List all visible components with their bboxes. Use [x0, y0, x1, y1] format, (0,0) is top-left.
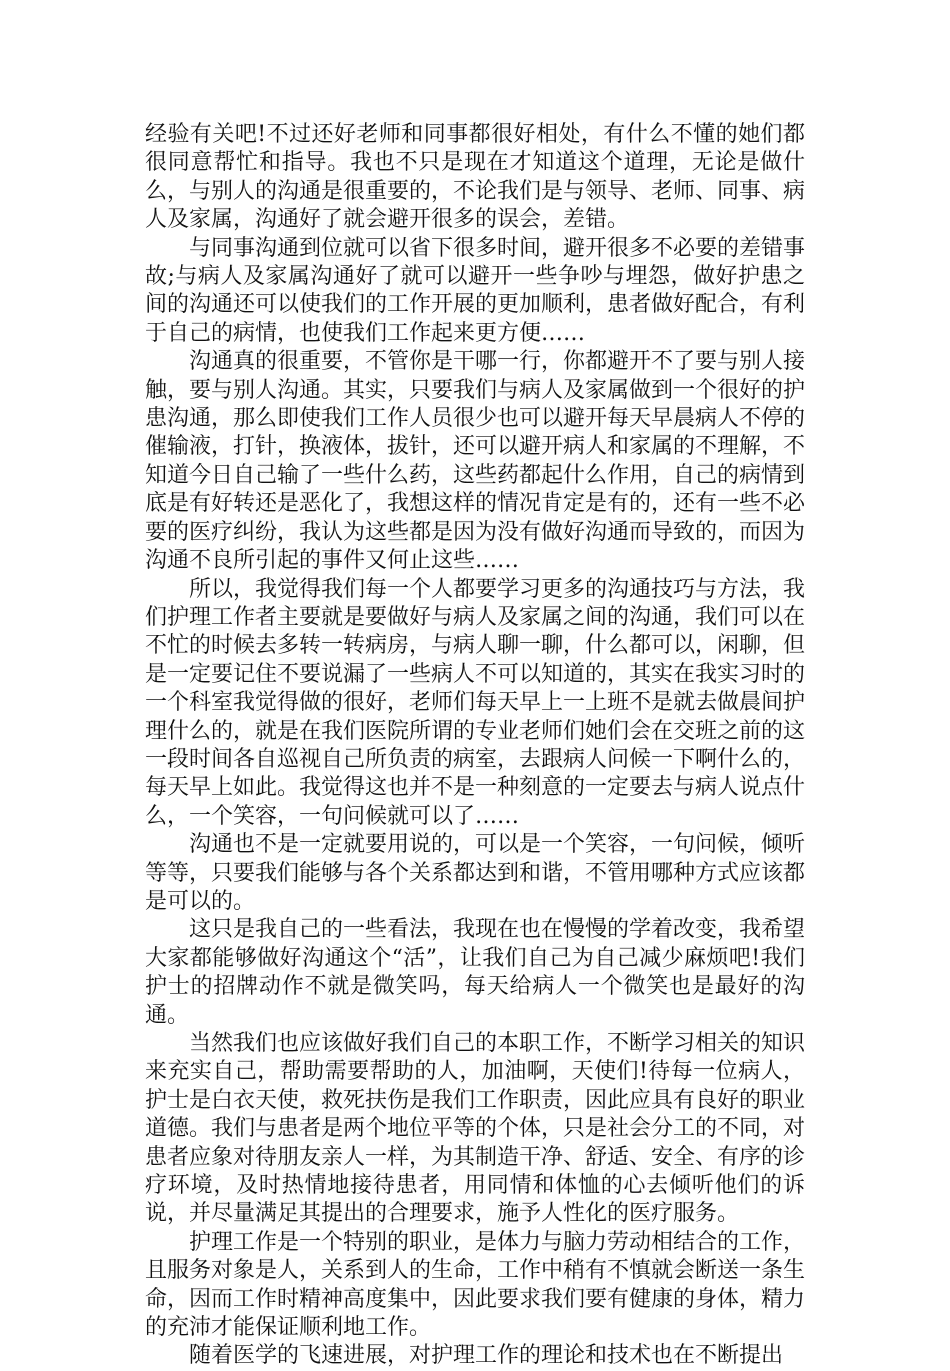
paragraph-6: 这只是我自己的一些看法，我现在也在慢慢的学着改变，我希望大家都能够做好沟通这个“活”，让我们自己为自己减少麻烦吧!我们护士的招牌动作不就是微笑吗，每天给病人一个微笑也是最好的沟通。 — [145, 917, 806, 1028]
paragraph-1: 经验有关吧!不过还好老师和同事都很好相处，有什么不懂的她们都很同意帮忙和指导。我也不只是现在才知道这个道理，无论是做什么，与别人的沟通是很重要的，不论我们是与领导、老师、同事、病人及家属，沟通好了就会避开很多的误会，差错。 — [145, 122, 806, 233]
paragraph-9: 随着医学的飞速进展，对护理工作的理论和技术也在不断提出 — [189, 1343, 784, 1369]
paragraph-3: 沟通真的很重要，不管你是干哪一行，你都避开不了要与别人接触，要与别人沟通。其实，只要我们与病人及家属做到一个很好的护患沟通，那么即使我们工作人员很少也可以避开每天早晨病人不停的催输液，打针，换液体，拔针，还可以避开病人和家属的不理解，不知道今日自己输了一些什么药，这些药都起什么作用，自己的病情到底是有好转还是恶化了，我想这样的情况肯定是有的，还有一些不必要的医疗纠纷，我认为这些都是因为没有做好沟通而导致的，而因为沟通不良所引起的事件又何止这些…… — [145, 349, 806, 574]
paragraph-8: 护理工作是一个特别的职业，是体力与脑力劳动相结合的工作，且服务对象是人，关系到人的生命，工作中稍有不慎就会断送一条生命，因而工作时精神高度集中，因此要求我们要有健康的身体，精力的充沛才能保证顺利地工作。 — [145, 1229, 806, 1341]
paragraph-5: 沟通也不是一定就要用说的，可以是一个笑容，一句问候，倾听等等，只要我们能够与各个关系都达到和谐，不管用哪种方式应该都是可以的。 — [145, 832, 806, 914]
document-page — [145, 121, 805, 1371]
paragraph-4: 所以，我觉得我们每一个人都要学习更多的沟通技巧与方法，我们护理工作者主要就是要做好与病人及家属之间的沟通，我们可以在不忙的时候去多转一转病房，与病人聊一聊，什么都可以，闲聊，但是一定要记住不要说漏了一些病人不可以知道的，其实在我实习时的一个科室我觉得做的很好，老师们每天早上一上班不是就去做晨间护理什么的，就是在我们医院所谓的专业老师们她们会在交班之前的这一段时间各自巡视自己所负责的病室，去跟病人问候一下啊什么的，每天早上如此。我觉得这也并不是一种刻意的一定要去与病人说点什么，一个笑容，一句问候就可以了…… — [145, 576, 806, 829]
paragraph-7: 当然我们也应该做好我们自己的本职工作，不断学习相关的知识来充实自己，帮助需要帮助的人，加油啊，天使们!待每一位病人，护士是白衣天使，救死扶伤是我们工作职责，因此应具有良好的职业道德。我们与患者是两个地位平等的个体，只是社会分工的不同，对患者应象对待朋友亲人一样，为其制造干净、舒适、安全、有序的诊疗环境，及时热情地接待患者，用同情和体恤的心去倾听他们的诉说，并尽量满足其提出的合理要求，施予人性化的医疗服务。 — [145, 1031, 806, 1227]
paragraph-2: 与同事沟通到位就可以省下很多时间，避开很多不必要的差错事故;与病人及家属沟通好了就可以避开一些争吵与埋怨，做好护患之间的沟通还可以使我们的工作开展的更加顺利，患者做好配合，有利于自己的病情，也使我们工作起来更方便…… — [145, 235, 806, 346]
